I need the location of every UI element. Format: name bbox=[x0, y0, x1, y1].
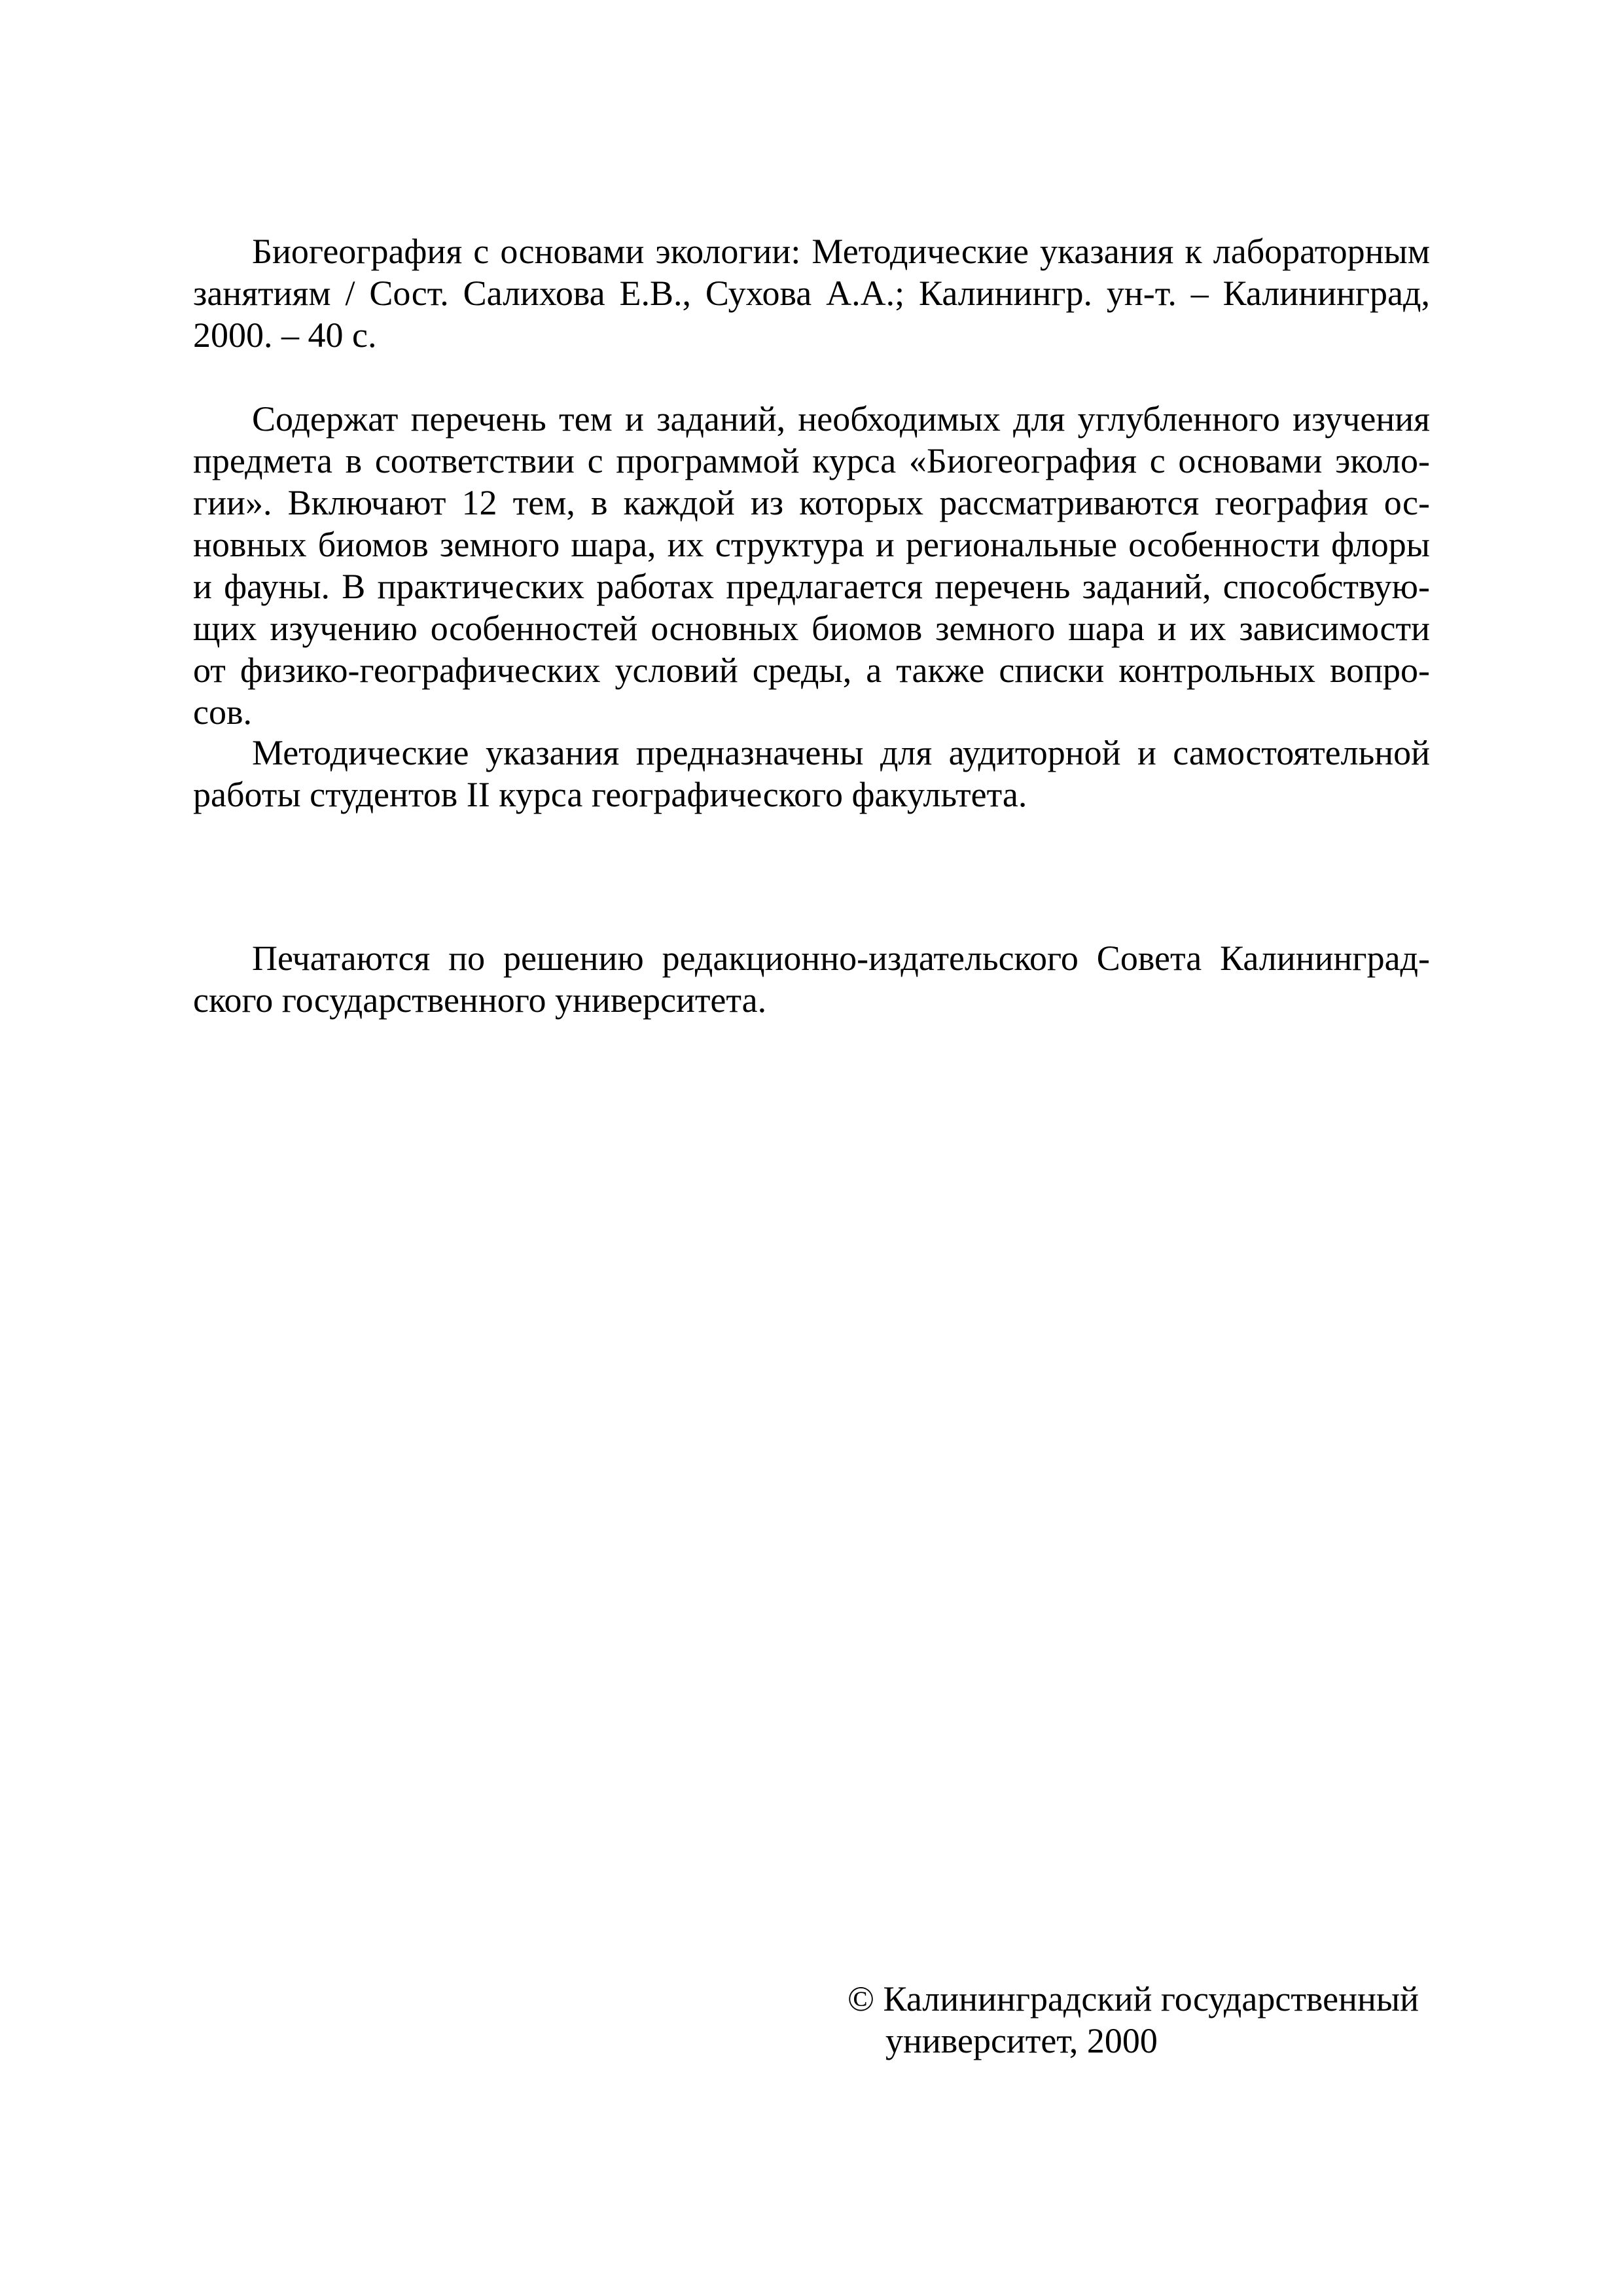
purpose-line: Методические указания предназначены для аудиторной и самостоятельной bbox=[252, 733, 1430, 772]
copyright-line-1: © Калининградский государственный bbox=[847, 1979, 1419, 2018]
bibliography-line: 2000. – 40 с. bbox=[193, 315, 377, 355]
bibliography-line: Биогеография с основами экологии: Методические указания к лабораторным bbox=[252, 232, 1430, 271]
bibliographic-record bbox=[193, 230, 1430, 356]
purpose-paragraph bbox=[193, 732, 1430, 816]
abstract-line: и фауны. В практических работах предлагается перечень заданий, способствую- bbox=[193, 567, 1430, 606]
abstract-line: сов. bbox=[193, 692, 252, 732]
abstract-line: Содержат перечень тем и заданий, необходимых для углубленного изучения bbox=[252, 399, 1430, 439]
abstract-line: новных биомов земного шара, их структура и региональные особенности флоры bbox=[193, 525, 1430, 564]
abstract-paragraph bbox=[193, 398, 1430, 733]
abstract-line: щих изучению особенностей основных биомов земного шара и их зависимости bbox=[193, 609, 1430, 648]
abstract-line: предмета в соответствии с программой курса «Биогеография с основами эколо- bbox=[193, 441, 1430, 480]
approval-line: Печатаются по решению редакционно-издательского Совета Калининград- bbox=[252, 939, 1430, 978]
copyright-notice bbox=[847, 1978, 1419, 2062]
purpose-line: работы студентов II курса географического факультета. bbox=[193, 775, 1027, 814]
bibliography-line: занятиям / Сост. Салихова Е.В., Сухова А.А.; Калинингр. ун-т. – Калининград, bbox=[193, 274, 1430, 313]
copyright-line-2: университет, 2000 bbox=[885, 2021, 1158, 2060]
abstract-line: гии». Включают 12 тем, в каждой из которых рассматриваются география ос- bbox=[193, 483, 1430, 522]
approval-line: ского государственного университета. bbox=[193, 980, 767, 1020]
abstract-line: от физико-географических условий среды, а также списки контрольных вопро- bbox=[193, 651, 1430, 690]
approval-paragraph bbox=[193, 937, 1430, 1021]
